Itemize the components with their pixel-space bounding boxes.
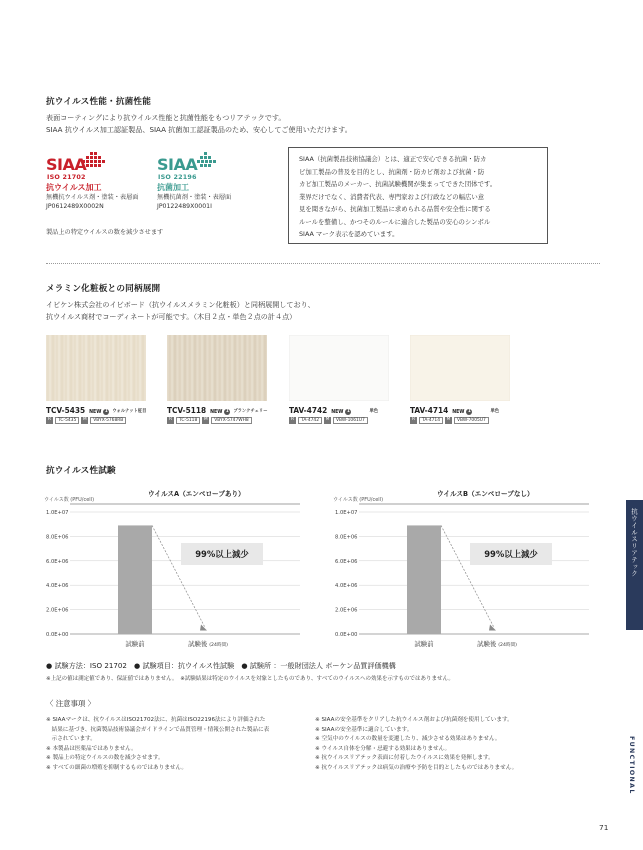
chart-y-tick-label: 8.0E+06 [335, 534, 358, 541]
chart-decrease-line [441, 525, 494, 627]
chart-title: ウイルスA（エンベロープあり） [148, 490, 245, 498]
note-item: ※ 抗ウイルスリアテック表面に付着したウイルスに効果を発揮します。 [315, 755, 494, 762]
product-name-tav-4714: TAV-4714 NEW 1 単色 [410, 405, 500, 415]
chart-annotation [441, 525, 552, 630]
chart-y-tick-label: 6.0E+06 [335, 558, 358, 565]
siaa-box-line: SIAA マーク表示を認めています。 [299, 230, 399, 238]
chart-bar [118, 525, 152, 634]
note-item: ※ すべての細菌の増殖を抑制するものではありません。 [46, 764, 187, 771]
section-heading-test: 抗ウイルス性試験 [46, 466, 116, 476]
product-codes: R TC-5435 M VBYX-5768RB [46, 417, 126, 424]
chart-x-tick-label: 試験前 [125, 640, 145, 648]
product-codes: R TC-5118 M VBYX-5747WH8 [167, 417, 252, 424]
product-name-tcv-5118: TCV-5118 NEW 1 ブランクチェリー [167, 405, 268, 415]
chart-title: ウイルスB（エンベロープなし） [437, 490, 534, 498]
test-note: ※上記の値は測定値であり、保証値ではありません。 ※試験結果は特定のウイルスを対象としたものであり、すべてのウイルスへの効果を示すものではありません。 [46, 676, 454, 682]
chart-y-tick-label: 2.0E+06 [46, 607, 69, 614]
product-name-tav-4742: TAV-4742 NEW 1 単色 [289, 405, 379, 415]
chart-gridlines [70, 512, 300, 634]
product-name-tcv-5435: TCV-5435 NEW 1 ウォルナット柾目 [46, 405, 147, 415]
chart-y-tick-label: 0.0E+00 [335, 632, 358, 638]
note-item: ※ ウイルス自体を分解・忌避する効果はありません。 [315, 745, 451, 752]
siaa-antibacterial-code: JP0122489X0001I [157, 203, 212, 210]
chart-annotation [152, 525, 263, 630]
side-tab-label: 抗ウイルスリアテック [630, 508, 638, 577]
chart-annotation-text: 99%以上減少 [195, 549, 249, 559]
chart-y-tick-label: 0.0E+00 [46, 632, 69, 638]
side-category-label: FUNCTIONAL [628, 736, 635, 795]
chart-x-tick-label: 試験前 [414, 640, 434, 648]
chart-y-tick-label: 4.0E+06 [46, 583, 69, 590]
note-item: ※ SIAAの安全基準に適合しています。 [315, 726, 413, 733]
chart-y-tick-label: 6.0E+06 [46, 558, 69, 565]
product-codes: R TA-4714 M VBW-7005U7 [410, 417, 489, 424]
section-divider [46, 263, 600, 264]
siaa-box-line: ビ加工製品の普及を目的とし、抗菌剤・防カビ剤および抗菌・防 [299, 167, 485, 176]
chart-y-tick-label: 1.0E+07 [46, 510, 69, 516]
intro-text-line2: SIAA 抗ウイルス加工認証製品、SIAA 抗菌加工認証製品のため、安心してご使用いただけます。 [46, 125, 352, 134]
melamine-text-line2: 抗ウイルス商材でコーディネートが可能です。（木目２点・単色２点の計４点） [46, 312, 297, 321]
chart-bar [407, 525, 441, 634]
chart-y-tick-label: 4.0E+06 [335, 583, 358, 590]
chart-ylabel: ウイルス数 (PFU/cell) [44, 497, 95, 503]
intro-text-line1: 表面コーティングにより抗ウイルス性能と抗菌性能をもつリアテックです。 [46, 113, 286, 122]
chart-y-tick-label: 1.0E+07 [335, 510, 358, 516]
test-caption: ● 試験方法：ISO 21702 ● 試験項目：抗ウイルス性試験 ● 試験所 ：一般財団法人 ボーケン品質評価機構 [46, 661, 396, 670]
page-number: 71 [599, 823, 609, 832]
siaa-antibacterial-label: 抗菌加工 [157, 183, 189, 192]
note-item: 示されています。 [46, 736, 96, 743]
chart-x-tick-label: 試験後 (24時間) [188, 640, 228, 648]
swatch-tav-4714 [410, 335, 510, 401]
note-item: ※ 本製品は医薬品ではありません。 [46, 745, 137, 752]
siaa-antibacterial-logo-icon [197, 151, 217, 171]
notes-right [315, 716, 595, 774]
chart-xlabels [125, 639, 228, 648]
chart-xlabels [414, 639, 517, 648]
siaa-antibacterial-iso: ISO 22196 [158, 173, 197, 181]
chart-ylabel: ウイルス数 (PFU/cell) [333, 497, 384, 503]
siaa-antiviral-mark [46, 151, 141, 217]
siaa-box-line: カビ加工製品のメーカー、抗菌試験機関が集まってできた団体です。 [299, 180, 497, 188]
product-codes: R TA-4742 M VBW-1061U7 [289, 417, 368, 424]
chart-virus-a [38, 485, 308, 652]
note-item: ※ SIAAの安全基準をクリアした抗ウイルス剤および抗菌剤を使用しています。 [315, 717, 513, 723]
side-tab [626, 500, 643, 630]
siaa-antiviral-iso: ISO 21702 [47, 173, 86, 181]
note-item: ※ 空気中のウイルスの数量を変遷したり、減少させる効果はありません。 [315, 736, 501, 743]
chart-decrease-line [152, 525, 205, 627]
section-heading-antiviral: 抗ウイルス性能・抗菌性能 [46, 97, 152, 107]
siaa-antibacterial-mark [157, 151, 252, 217]
chart-gridlines [359, 512, 589, 634]
swatch-tcv-5118 [167, 335, 267, 401]
chart-arrow-head [200, 625, 207, 631]
chart-x-tick-label: 試験後 (24時間) [477, 640, 517, 648]
chart-x-tick-note: (24時間) [498, 643, 517, 648]
siaa-antiviral-word: SIAA [46, 155, 87, 174]
note-item: ※ 抗ウイルスリアテックは病気の治療や予防を目的としたものではありません。 [315, 764, 518, 771]
section-heading-melamine: メラミン化粧板との同柄展開 [46, 284, 161, 294]
siaa-box-line: ルールを整備し、かつそのルールに適合した製品の安心のシンボル [299, 217, 491, 226]
note-item: ※ SIAAマークは、抗ウイルスはISO21702法に、抗菌はISO22196法により評価された [46, 717, 266, 723]
chart-y-tick-label: 2.0E+06 [335, 607, 358, 614]
chart-bars [118, 525, 225, 634]
siaa-antiviral-code: JP0612489X0002N [46, 203, 104, 210]
chart-virus-b [327, 485, 597, 652]
siaa-description-box [288, 147, 548, 244]
swatch-tav-4742 [289, 335, 389, 401]
note-item: ※ 製品上の特定ウイルスの数を減少させます。 [46, 755, 164, 762]
siaa-antiviral-desc: 無機抗ウイルス剤・塗装・表層面 [46, 194, 139, 201]
siaa-box-line: 業界だけでなく、消費者代表、専門家および行政などの幅広い意 [299, 192, 485, 201]
siaa-antibacterial-desc: 無機抗菌剤・塗装・表層面 [157, 194, 232, 201]
note-item: 結果に基づき、抗菌製品技術協議会ガイドラインで品質管理・情報公開された製品に表 [46, 726, 270, 733]
melamine-text-line1: イビケン株式会社のイビボード（抗ウイルスメラミン化粧板）と同柄展開しており、 [46, 300, 315, 309]
chart-annotation-text: 99%以上減少 [484, 549, 538, 559]
chart-x-tick-note: (24時間) [209, 643, 228, 648]
siaa-antiviral-label: 抗ウイルス加工 [46, 183, 102, 192]
siaa-box-line: SIAA（抗菌製品技術協議会）とは、適正で安心できる抗菌・防カ [299, 155, 487, 163]
chart-arrow-head [489, 625, 496, 631]
notes-heading: 〈 注意事項 〉 [46, 699, 96, 708]
siaa-antibacterial-word: SIAA [157, 155, 198, 174]
siaa-footnote: 製品上の特定ウイルスの数を減少させます [46, 229, 164, 236]
notes-left [46, 716, 306, 774]
chart-y-tick-label: 8.0E+06 [46, 534, 69, 541]
chart-bars [407, 525, 514, 634]
chart-yticks [335, 510, 357, 638]
chart-yticks [46, 510, 68, 638]
swatch-tcv-5435 [46, 335, 146, 401]
siaa-box-line: 見を聞きながら、抗菌加工製品に求められる品質や安全性に関する [299, 205, 491, 213]
